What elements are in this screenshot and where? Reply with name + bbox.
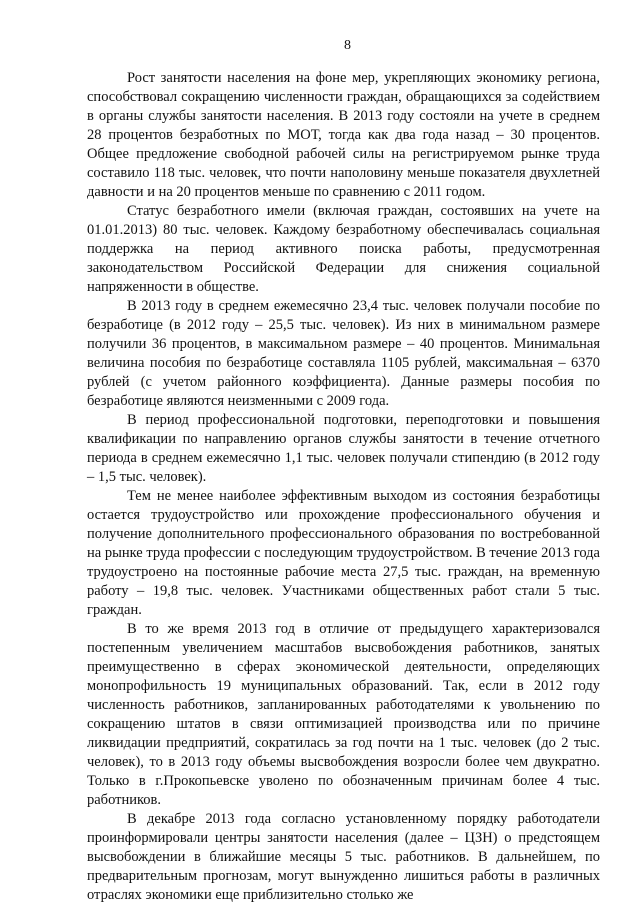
paragraph-december-forecast: В декабре 2013 года согласно установленному порядку работодатели проинформировали центры занятости населения (далее – ЦЗН) о предстоящем высвобождении в ближайшие месяцы 5 тыс. работников. В дальнейшем, по предварительным прогнозам, могут вынужденно лишиться работы в различных отраслях экономики еще приблизительно столько же bbox=[87, 811, 600, 903]
paragraph-training-stipend: В период профессиональной подготовки, переподготовки и повышения квалификации по направлению органов службы занятости в течение отчетного периода в среднем ежемесячно 1,1 тыс. человек получали стипендию (в 2012 году – 1,5 тыс. человек). bbox=[87, 412, 600, 485]
page-number: 8 bbox=[344, 38, 351, 53]
paragraph-unemployed-status: Статус безработного имели (включая граждан, состоявших на учете на 01.01.2013) 80 тыс. человек. Каждому безработному обеспечивалась социальная поддержка на период активного поиска работы, предусмотренная законодательством Российской Федерации для снижения социальной напряженности в обществе. bbox=[87, 203, 600, 295]
paragraph-job-placement: Тем не менее наиболее эффективным выходом из состояния безработицы остается трудоустройство или прохождение профессионального обучения и получение дополнительного профессионального образования по востребованной на рынке труда профессии с последующим трудоустройством. В течение 2013 года трудоустроено на постоянные рабочие места 27,5 тыс. граждан, на временную работу – 19,8 тыс. человек. Участниками общественных работ стали 5 тыс. граждан. bbox=[87, 488, 600, 618]
paragraph-employment-growth: Рост занятости населения на фоне мер, укрепляющих экономику региона, способствовал сокращению численности граждан, обращающихся за содействием в органы службы занятости населения. В 2013 году состояли на учете в среднем 28 процентов безработных по МОТ, тогда как два года назад – 30 процентов. Общее предложение свободной рабочей силы на регистрируемом рынке труда составило 118 тыс. человек, что почти наполовину меньше показателя двухлетней давности и на 20 процентов меньше по сравнению с 2011 годом. bbox=[87, 70, 600, 200]
paragraph-unemployment-benefit: В 2013 году в среднем ежемесячно 23,4 тыс. человек получали пособие по безработице (в 2012 году – 25,5 тыс. человек). Из них в минимальном размере получили 36 процентов, в максимальном размере – 40 процентов. Минимальная величина пособия по безработице составляла 1105 рублей, максимальная – 6370 рублей (с учетом районного коэффициента). Данные размеры пособия по безработице являются неизменными с 2009 года. bbox=[87, 298, 600, 409]
document-body bbox=[87, 69, 600, 905]
paragraph-layoffs: В то же время 2013 год в отличие от предыдущего характеризовался постепенным увеличением масштабов высвобождения работников, занятых преимущественно в сферах экономической деятельности, определяющих монопрофильность 19 муниципальных образований. Так, если в 2012 году численность работников, запланированных работодателями к увольнению по сокращению штатов в связи оптимизацией производства или по причине ликвидации предприятий, сократилась за год почти на 1 тыс. человек (до 2 тыс. человек), то в 2013 году объемы высвобождения возросли более чем двукратно. Только в г.Прокопьевске уволено по обозначенным причинам более 4 тыс. работников. bbox=[87, 621, 600, 808]
